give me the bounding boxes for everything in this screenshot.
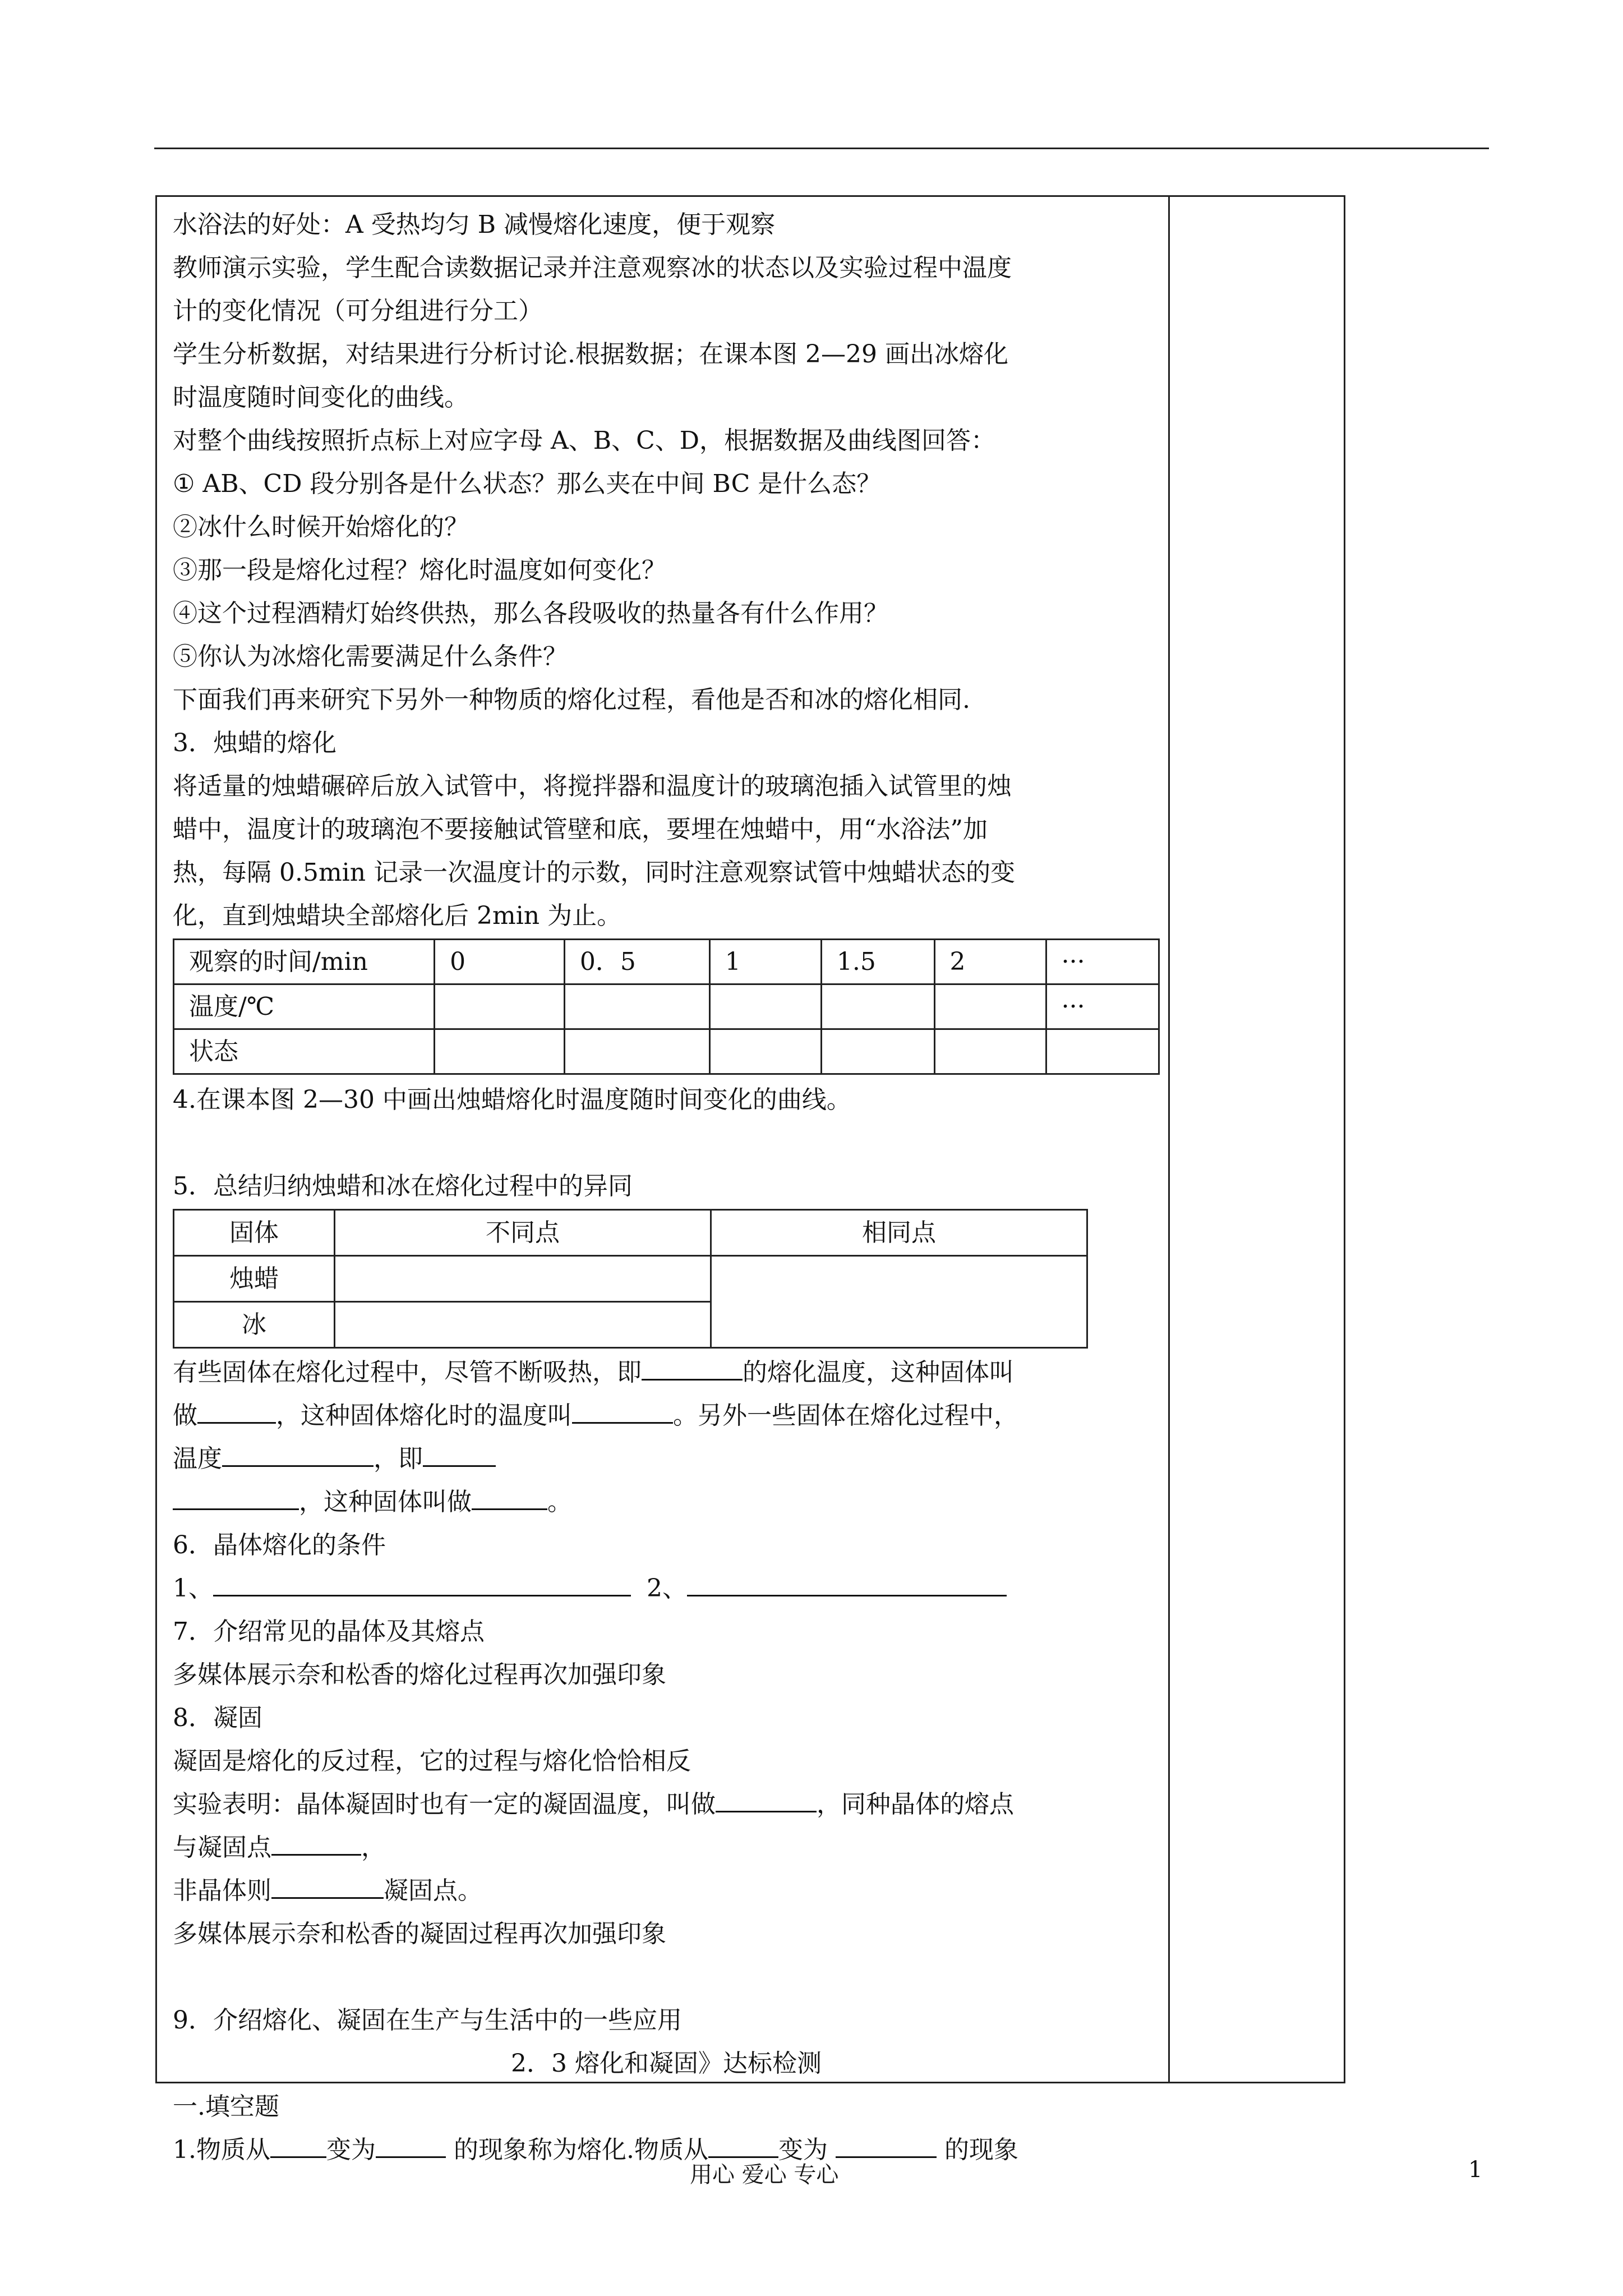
fill-text: 做 bbox=[173, 1401, 197, 1430]
text-line: 学生分析数据，对结果进行分析讨论.根据数据；在课本图 2—29 画出冰熔化 bbox=[173, 340, 1008, 369]
fill-text: 非晶体则 bbox=[173, 1876, 271, 1905]
fill-in-line bbox=[173, 2128, 1160, 2171]
table-cell bbox=[934, 1029, 1046, 1074]
blank[interactable] bbox=[376, 2129, 446, 2158]
fill-text: ，这种固体叫做 bbox=[299, 1488, 472, 1516]
section-heading: 6．晶体熔化的条件 bbox=[173, 1531, 386, 1559]
fill-in-line bbox=[173, 1826, 1160, 1869]
blank[interactable] bbox=[572, 1395, 673, 1424]
spacer bbox=[173, 1121, 1160, 1165]
section-heading: 9．介绍熔化、凝固在生产与生活中的一些应用 bbox=[173, 2006, 682, 2035]
text-line: 下面我们再来研究下另外一种物质的熔化过程，看他是否和冰的熔化相同. bbox=[173, 685, 970, 714]
fill-text: 的现象 bbox=[936, 2136, 1018, 2164]
section-heading: 3．烛蜡的熔化 bbox=[173, 729, 336, 757]
table-header: 固体 bbox=[174, 1210, 335, 1256]
blank[interactable] bbox=[213, 1568, 631, 1596]
table-cell: 观察的时间/min bbox=[174, 940, 435, 984]
footer-motto: 用心 爱心 专心 bbox=[690, 2162, 839, 2188]
blank[interactable] bbox=[716, 1784, 817, 1812]
table-cell bbox=[335, 1256, 711, 1302]
table-cell bbox=[821, 984, 934, 1029]
table-cell bbox=[564, 1029, 709, 1074]
section-heading: 7．介绍常见的晶体及其熔点 bbox=[173, 1617, 485, 1646]
section-heading: 一.填空题 bbox=[173, 2092, 279, 2121]
text-line: 4.在课本图 2—30 中画出烛蜡熔化时温度随时间变化的曲线。 bbox=[173, 1085, 851, 1114]
table-cell: 0 bbox=[435, 940, 565, 984]
fill-text: ，这种固体熔化时的温度叫 bbox=[276, 1401, 572, 1430]
fill-text: 的熔化温度，这种固体叫 bbox=[743, 1358, 1014, 1387]
fill-in-line bbox=[173, 1351, 1160, 1394]
comparison-table bbox=[173, 1209, 1088, 1349]
blank[interactable] bbox=[173, 1481, 299, 1510]
page-number: 1 bbox=[1468, 2157, 1483, 2183]
text-line: 热，每隔 0.5min 记录一次温度计的示数，同时注意观察试管中烛蜡状态的变 bbox=[173, 858, 1016, 887]
table-cell: ··· bbox=[1046, 940, 1159, 984]
question-3: ③那一段是熔化过程？熔化时温度如何变化？ bbox=[173, 556, 666, 585]
table-cell: 状态 bbox=[174, 1029, 435, 1074]
table-row bbox=[174, 1029, 1159, 1074]
blank[interactable] bbox=[708, 2129, 778, 2158]
table-cell bbox=[335, 1302, 711, 1348]
text-line: 水浴法的好处：A 受热均匀 B 减慢熔化速度，便于观察 bbox=[173, 210, 776, 239]
blank[interactable] bbox=[271, 1870, 384, 1899]
blank[interactable] bbox=[197, 1395, 276, 1424]
table-cell: 温度/℃ bbox=[174, 984, 435, 1029]
table-cell: ··· bbox=[1046, 984, 1159, 1029]
fill-text: 与凝固点 bbox=[173, 1833, 271, 1862]
table-header: 不同点 bbox=[335, 1210, 711, 1256]
text-line: 对整个曲线按照折点标上对应字母 A、B、C、D，根据数据及曲线图回答： bbox=[173, 426, 996, 455]
fill-text: 2、 bbox=[646, 1574, 687, 1603]
text-line: 多媒体展示奈和松香的凝固过程再次加强印象 bbox=[173, 1920, 666, 1948]
text-line: 多媒体展示奈和松香的熔化过程再次加强印象 bbox=[173, 1660, 666, 1689]
test-title: 2．3 熔化和凝固》达标检测 bbox=[511, 2049, 822, 2078]
question-1: ① AB、CD 段分别各是什么状态？那么夹在中间 BC 是什么态？ bbox=[173, 470, 882, 498]
section-heading: 5．总结归纳烛蜡和冰在熔化过程中的异同 bbox=[173, 1172, 633, 1200]
fill-text: 1.物质从 bbox=[173, 2136, 270, 2164]
frame-column-divider bbox=[1168, 195, 1170, 2083]
lesson-content bbox=[173, 203, 1160, 2171]
table-cell bbox=[709, 984, 821, 1029]
blank[interactable] bbox=[271, 1827, 361, 1856]
fill-in-line bbox=[173, 1869, 1160, 1912]
table-cell bbox=[435, 984, 565, 1029]
text-line: 化，直到烛蜡块全部熔化后 2min 为止。 bbox=[173, 901, 622, 930]
question-2: ②冰什么时候开始熔化的？ bbox=[173, 513, 469, 541]
table-cell: 烛蜡 bbox=[174, 1256, 335, 1302]
text-line: 凝固是熔化的反过程，它的过程与熔化恰恰相反 bbox=[173, 1747, 691, 1775]
question-4: ④这个过程酒精灯始终供热，那么各段吸收的热量各有什么作用？ bbox=[173, 599, 888, 628]
fill-in-line bbox=[173, 1394, 1160, 1437]
table-header: 相同点 bbox=[711, 1210, 1087, 1256]
fill-in-line bbox=[173, 1437, 1160, 1480]
table-row bbox=[174, 1210, 1087, 1256]
text-line: 时温度随时间变化的曲线。 bbox=[173, 383, 469, 412]
table-cell bbox=[709, 1029, 821, 1074]
blank[interactable] bbox=[270, 2129, 326, 2158]
fill-text: 有些固体在熔化过程中，尽管不断吸热，即 bbox=[173, 1358, 642, 1387]
table-cell bbox=[564, 984, 709, 1029]
fill-text: 。另外一些固体在熔化过程中， bbox=[673, 1401, 1018, 1430]
fill-text: ， bbox=[361, 1833, 386, 1862]
table-cell: 2 bbox=[934, 940, 1046, 984]
table-cell: 1 bbox=[709, 940, 821, 984]
table-row bbox=[174, 984, 1159, 1029]
blank[interactable] bbox=[836, 2129, 937, 2158]
fill-text: 凝固点。 bbox=[384, 1876, 482, 1905]
blank[interactable] bbox=[472, 1481, 547, 1510]
fill-text: 。 bbox=[547, 1488, 572, 1516]
fill-in-line bbox=[173, 1783, 1160, 1826]
fill-text: ，同种晶体的熔点 bbox=[817, 1790, 1014, 1819]
table-cell bbox=[435, 1029, 565, 1074]
fill-text: ，即 bbox=[374, 1444, 423, 1473]
table-row bbox=[174, 1256, 1087, 1302]
blank[interactable] bbox=[423, 1438, 496, 1467]
table-cell bbox=[711, 1256, 1087, 1348]
section-heading: 8．凝固 bbox=[173, 1704, 262, 1732]
observation-table bbox=[173, 938, 1160, 1075]
table-cell bbox=[934, 984, 1046, 1029]
blank[interactable] bbox=[687, 1568, 1007, 1596]
header-rule bbox=[154, 148, 1489, 149]
text-line: 将适量的烛蜡碾碎后放入试管中，将搅拌器和温度计的玻璃泡插入试管里的烛 bbox=[173, 772, 1012, 800]
fill-text: 实验表明：晶体凝固时也有一定的凝固温度，叫做 bbox=[173, 1790, 716, 1819]
text-line: 蜡中，温度计的玻璃泡不要接触试管壁和底，要埋在烛蜡中，用“水浴法”加 bbox=[173, 815, 988, 844]
table-cell: 1.5 bbox=[821, 940, 934, 984]
question-5: ⑤你认为冰熔化需要满足什么条件？ bbox=[173, 642, 568, 671]
table-cell bbox=[1046, 1029, 1159, 1074]
fill-text: 温度 bbox=[173, 1444, 222, 1473]
table-cell: 0．5 bbox=[564, 940, 709, 984]
fill-text: 1、 bbox=[173, 1574, 213, 1603]
fill-text: 的现象称为熔化.物质从 bbox=[445, 2136, 708, 2164]
table-cell bbox=[821, 1029, 934, 1074]
text-line: 教师演示实验，学生配合读数据记录并注意观察冰的状态以及实验过程中温度 bbox=[173, 254, 1012, 282]
table-cell: 冰 bbox=[174, 1302, 335, 1348]
text-line: 计的变化情况（可分组进行分工） bbox=[173, 297, 543, 325]
fill-in-line bbox=[173, 1480, 1160, 1524]
spacer bbox=[173, 1955, 1160, 1999]
fill-in-line bbox=[173, 1567, 1160, 1610]
table-row bbox=[174, 940, 1159, 984]
fill-text: 变为 bbox=[326, 2136, 376, 2164]
blank[interactable] bbox=[222, 1438, 374, 1467]
fill-text: 变为 bbox=[778, 2136, 836, 2164]
blank[interactable] bbox=[642, 1352, 743, 1381]
